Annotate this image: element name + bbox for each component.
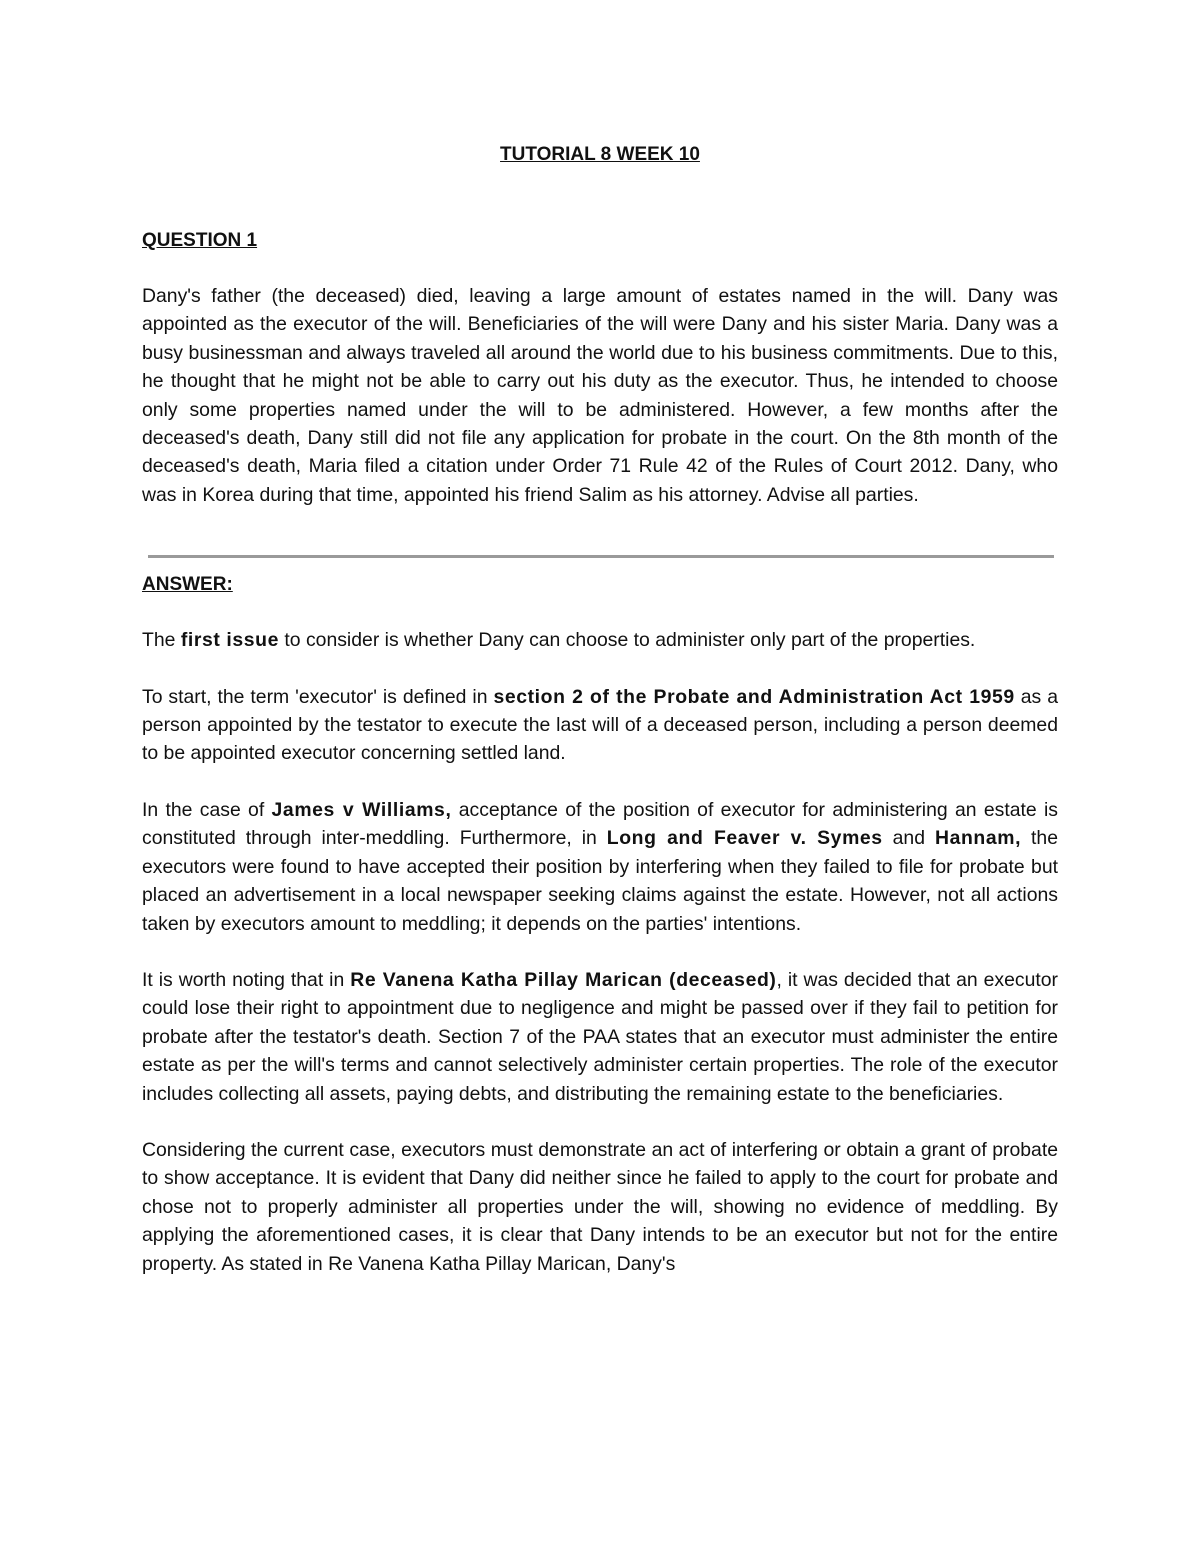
horizontal-divider <box>148 555 1054 558</box>
answer-paragraph-5: Considering the current case, executors must demonstrate an act of interfering or obtain a grant of probate to show acceptance. It is evident that Dany did neither since he failed to apply to the court for probate and chose not to properly administer all properties under the will, showing no evidence of meddling. By applying the aforementioned cases, it is clear that Dany intends to be an executor but not for the entire property. As stated in Re Vanena Katha Pillay Marican, Dany's <box>142 1138 1058 1275</box>
p2-bold-statute: section 2 of the Probate and Administration Act 1959 <box>493 685 1015 708</box>
answer-paragraph-1 <box>142 626 1058 654</box>
p1-text-c: to consider is whether Dany can choose to administer only part of the properties. <box>279 629 976 652</box>
question-heading: QUESTION 1 <box>142 230 258 251</box>
p2-text-c: as a person appointed by the testator to execute the last will of a deceased person, including a person deemed to be appointed executor concerning settled land. <box>142 685 1058 765</box>
answer-paragraph-2 <box>142 683 1058 768</box>
p1-bold-first-issue: first issue <box>180 629 280 652</box>
p4-text-c: , it was decided that an executor could lose their right to appointment due to negligence and might be passed over if they fail to petition for probate after the testator's death. Section 7 of the PAA states that an executor must administer the entire estate as per the will's terms and cannot selectively administer certain properties. The role of the executor includes collecting all assets, paying debts, and distributing the remaining estate to the beneficiaries. <box>142 968 1059 1105</box>
p4-text-a: It is worth noting that in <box>142 968 351 991</box>
p3-text-e: and <box>882 827 935 850</box>
p1-text-a: The <box>142 629 181 652</box>
p3-text-g: the executors were found to have accepted their position by interfering when they failed to file for probate but placed an advertisement in a local newspaper seeking claims against the estate. However, not all actions taken by executors amount to meddling; it depends on the parties' intentions. <box>142 827 1058 935</box>
answer-heading: ANSWER: <box>142 574 233 596</box>
document-title: TUTORIAL 8 WEEK 10 <box>500 144 700 165</box>
answer-paragraph-4 <box>142 966 1058 1108</box>
p3-bold-case-james: James v Williams, <box>271 798 452 821</box>
p4-bold-case-vanena: Re Vanena Katha Pillay Marican (deceased) <box>350 968 777 991</box>
p3-bold-case-long: Long and Feaver v. Symes <box>606 827 883 850</box>
p3-text-c: acceptance of the position of executor for administering an estate is constituted through inter-meddling. Furthermore, in <box>142 798 1058 850</box>
document-page <box>142 140 1058 1278</box>
p3-text-a: In the case of <box>142 798 272 821</box>
p3-bold-case-hannam: Hannam, <box>934 827 1022 850</box>
question-text: Dany's father (the deceased) died, leaving a large amount of estates named in the will. Dany was appointed as the executor of the will. Beneficiaries of the will were Dany and his sister Maria. Dany was a busy businessman and always traveled all around the world due to his business commitments. Due to this, he thought that he might not be able to carry out his duty as the executor. Thus, he intended to choose only some properties named under the will to be administered. However, a few months after the deceased's death, Dany still did not file any application for probate in the court. On the 8th month of the deceased's death, Maria filed a citation under Order 71 Rule 42 of the Rules of Court 2012. Dany, who was in Korea during that time, appointed his friend Salim as his attorney. Advise all parties. <box>142 285 1058 506</box>
answer-paragraph-3 <box>142 796 1058 938</box>
p2-text-a: To start, the term 'executor' is defined in <box>142 685 494 708</box>
